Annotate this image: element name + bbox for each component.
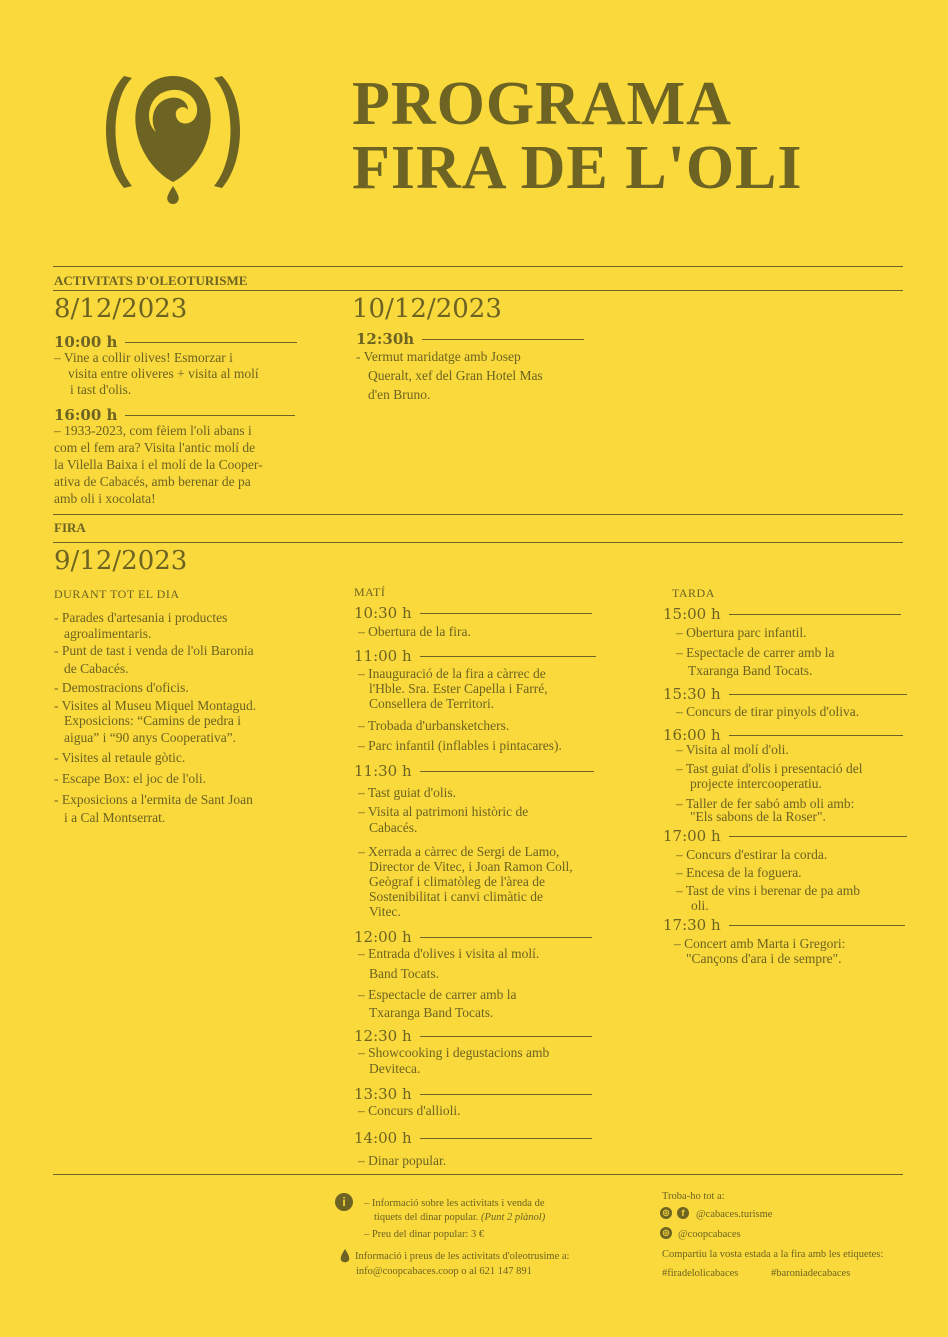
- time-slot: 11:30 h: [354, 762, 594, 780]
- mati-item: Band Tocats.: [369, 966, 440, 981]
- instagram-icon[interactable]: ◎: [660, 1207, 672, 1219]
- time-slot: 14:00 h: [354, 1129, 592, 1147]
- divider: [53, 514, 903, 515]
- event-text: d'en Bruno.: [368, 387, 431, 402]
- price-text: – Preu del dinar popular: 3 €: [364, 1229, 485, 1240]
- mati-item: – Showcooking i degustacions amb: [358, 1045, 550, 1060]
- title-line-2: FIRA DE L'OLI: [352, 134, 803, 202]
- all-day-item: - Exposicions a l'ermita de Sant Joan: [54, 792, 253, 807]
- all-day-item: aigua” i “90 anys Cooperativa”.: [64, 730, 237, 745]
- info-icon: i: [335, 1193, 353, 1211]
- mati-item: – Dinar popular.: [358, 1153, 447, 1168]
- divider: [53, 290, 903, 291]
- time-slot: 12:30 h: [354, 1027, 592, 1045]
- divider: [53, 1174, 903, 1175]
- time-slot: 15:30 h: [663, 685, 907, 703]
- mati-item: – Trobada d'urbansketchers.: [358, 718, 510, 733]
- all-day-heading: DURANT TOT EL DIA: [54, 587, 180, 601]
- time-slot: 16:00 h: [663, 726, 903, 744]
- event-text: – Vine a collir olives! Esmorzar i: [54, 350, 233, 365]
- section-label-fira: FIRA: [54, 520, 86, 535]
- all-day-item: - Escape Box: el joc de l'oli.: [54, 771, 207, 786]
- mati-item: – Visita al patrimoni històric de: [358, 804, 529, 819]
- tarda-item: "Cançons d'ara i de sempre".: [686, 951, 842, 966]
- tarda-item: – Espectacle de carrer amb la: [676, 645, 835, 660]
- event-text: – 1933-2023, com fèiem l'oli abans i: [54, 423, 252, 438]
- info-text: tiquets del dinar popular. (Punt 2 plànol): [374, 1212, 546, 1223]
- mati-item: l'Hble. Sra. Ester Capella i Farré,: [369, 681, 548, 696]
- all-day-item: - Visites al Museu Miquel Montagud.: [54, 698, 257, 713]
- time-slot: 12:00 h: [354, 928, 592, 946]
- event-text: Queralt, xef del Gran Hotel Mas: [368, 368, 543, 383]
- event-text: - Vermut maridatge amb Josep: [356, 349, 521, 364]
- hashtag: #baroniadecabaces: [771, 1268, 851, 1279]
- all-day-item: - Visites al retaule gòtic.: [54, 750, 186, 765]
- all-day-item: - Punt de tast i venda de l'oli Baronia: [54, 643, 254, 658]
- tarda-item: – Concert amb Marta i Gregori:: [674, 936, 846, 951]
- hashtag: #firadelolicabaces: [662, 1268, 739, 1279]
- social-handle-turisme[interactable]: @cabaces.turisme: [696, 1209, 773, 1220]
- event-text: i tast d'olis.: [70, 382, 132, 397]
- date-day2: 10/12/2023: [352, 294, 502, 324]
- mati-item: – Concurs d'allioli.: [358, 1103, 461, 1118]
- event-text: amb oli i xocolata!: [54, 491, 156, 506]
- time-slot: 15:00 h: [663, 605, 901, 623]
- time-slot: 17:30 h: [663, 916, 905, 934]
- event-text: la Vilella Baixa i el molí de la Cooper-: [54, 457, 263, 472]
- tarda-item: – Encesa de la foguera.: [676, 865, 802, 880]
- divider: [53, 266, 903, 267]
- tarda-item: – Taller de fer sabó amb oli amb:: [676, 796, 855, 811]
- mati-item: Cabacés.: [369, 820, 418, 835]
- mati-item: – Inauguració de la fira a càrrec de: [358, 666, 546, 681]
- olive-drop-logo: [104, 70, 242, 206]
- tarda-item: – Obertura parc infantil.: [676, 625, 807, 640]
- section-label-oleoturisme: ACTIVITATS D'OLEOTURISME: [54, 273, 248, 288]
- mati-item: – Entrada d'olives i visita al molí.: [358, 946, 540, 961]
- time-slot: 16:00 h: [54, 406, 295, 424]
- mati-item: – Obertura de la fira.: [358, 624, 471, 639]
- find-label: Troba-ho tot a:: [662, 1191, 725, 1202]
- tarda-item: "Els sabons de la Roser".: [690, 809, 826, 824]
- time-slot: 10:30 h: [354, 604, 592, 622]
- divider: [53, 542, 903, 543]
- time-slot: 13:30 h: [354, 1085, 592, 1103]
- all-day-item: Exposicions: “Camins de pedra i: [64, 713, 241, 728]
- tarda-item: – Concurs de tirar pinyols d'oliva.: [676, 704, 860, 719]
- mati-item: Txaranga Band Tocats.: [369, 1005, 494, 1020]
- share-label: Compartiu la vosta estada a la fira amb les etiquetes:: [662, 1249, 884, 1260]
- time-slot: 12:30h: [356, 330, 584, 348]
- mati-item: Consellera de Territori.: [369, 696, 495, 711]
- event-text: com el fem ara? Visita l'antic molí de: [54, 440, 256, 455]
- all-day-item: - Demostracions d'oficis.: [54, 680, 189, 695]
- date-fira: 9/12/2023: [54, 546, 188, 576]
- date-day1: 8/12/2023: [54, 294, 188, 324]
- mati-heading: MATÍ: [354, 585, 386, 599]
- info-text: – Informació sobre les activitats i venda de: [364, 1198, 545, 1209]
- time-slot: 10:00 h: [54, 333, 297, 351]
- title-line-1: PROGRAMA: [352, 70, 732, 138]
- mati-item: Geògraf i climatòleg de l'àrea de: [369, 874, 545, 889]
- mati-item: Sostenibilitat i canvi climàtic de: [369, 889, 543, 904]
- facebook-icon[interactable]: f: [677, 1207, 689, 1219]
- time-slot: 17:00 h: [663, 827, 907, 845]
- mati-item: – Xerrada a càrrec de Sergi de Lamo,: [358, 844, 560, 859]
- tarda-item: oli.: [691, 898, 709, 913]
- mati-item: Deviteca.: [369, 1061, 421, 1076]
- tarda-item: – Visita al molí d'oli.: [676, 742, 789, 757]
- mati-item: – Parc infantil (inflables i pintacares).: [358, 738, 562, 753]
- all-day-item: de Cabacés.: [64, 661, 129, 676]
- mati-item: – Espectacle de carrer amb la: [358, 987, 517, 1002]
- all-day-item: i a Cal Montserrat.: [64, 810, 166, 825]
- mati-item: Vitec.: [369, 904, 401, 919]
- time-slot: 11:00 h: [354, 647, 596, 665]
- oleoturisme-info: Informació i preus de les activitats d'oleotrusime a:: [355, 1251, 570, 1262]
- all-day-item: agroalimentaris.: [64, 626, 152, 641]
- tarda-item: – Tast guiat d'olis i presentació del: [676, 761, 863, 776]
- mati-item: Director de Vitec, i Joan Ramon Coll,: [369, 859, 573, 874]
- mati-item: – Tast guiat d'olis.: [358, 785, 456, 800]
- drop-icon: [340, 1249, 350, 1263]
- social-handle-coop[interactable]: @coopcabaces: [678, 1229, 741, 1240]
- event-text: visita entre oliveres + visita al molí: [68, 366, 259, 381]
- contact-info: info@coopcabaces.coop o al 621 147 891: [356, 1266, 532, 1277]
- event-text: ativa de Cabacés, amb berenar de pa: [54, 474, 251, 489]
- all-day-item: - Parades d'artesania i productes: [54, 610, 228, 625]
- tarda-item: Txaranga Band Tocats.: [688, 663, 813, 678]
- instagram-icon[interactable]: ◎: [660, 1227, 672, 1239]
- tarda-item: – Concurs d'estirar la corda.: [676, 847, 828, 862]
- tarda-item: – Tast de vins i berenar de pa amb: [676, 883, 860, 898]
- tarda-heading: TARDA: [672, 586, 715, 600]
- tarda-item: projecte intercooperatiu.: [690, 776, 822, 791]
